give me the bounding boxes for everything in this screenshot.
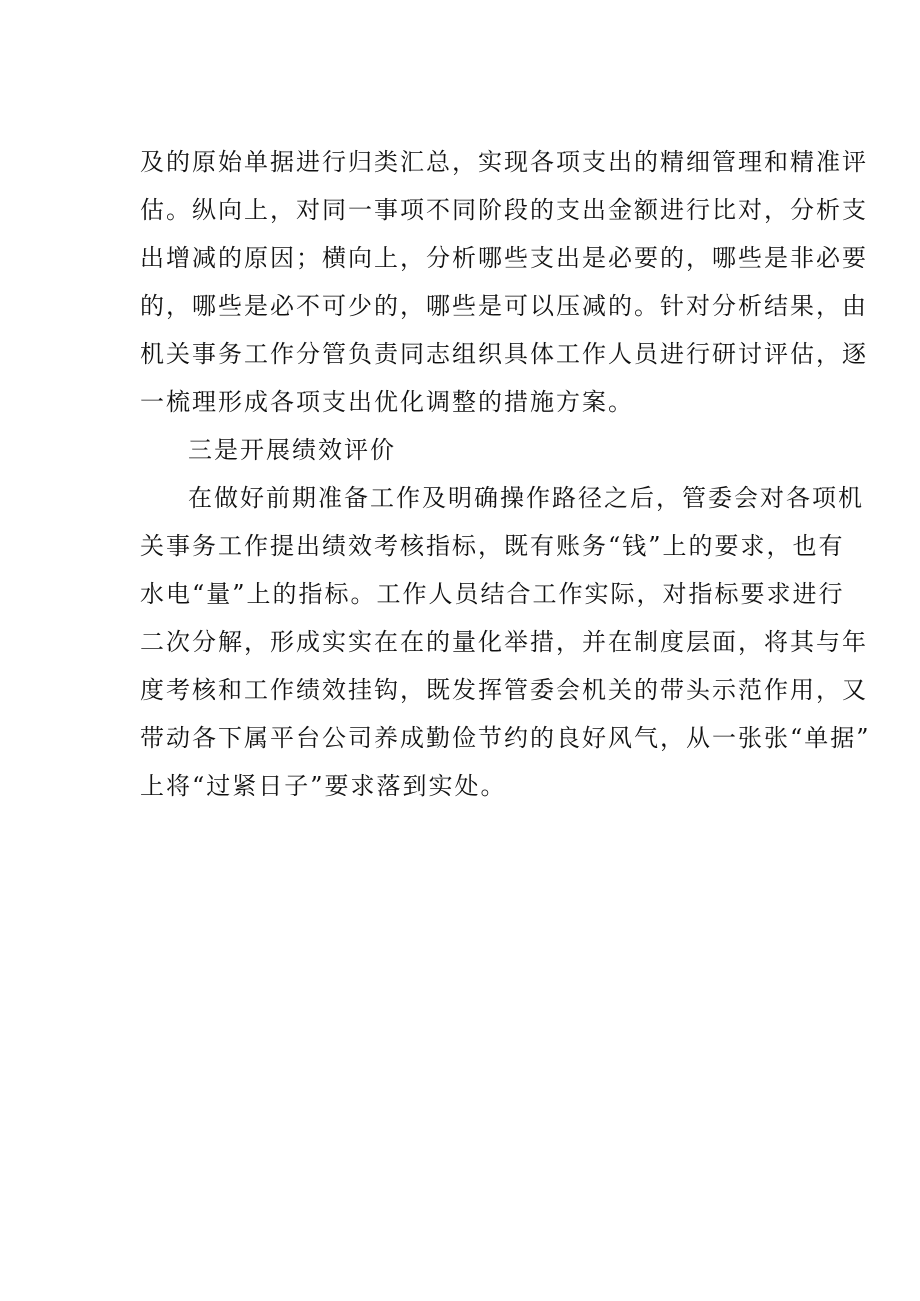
text-line: 的，哪些是必不可少的，哪些是可以压减的。针对分析结果，由: [140, 292, 868, 320]
text-line: 一梳理形成各项支出优化调整的措施方案。: [140, 388, 634, 416]
paragraph-continued: [140, 138, 868, 426]
text-line: 度考核和工作绩效挂钩，既发挥管委会机关的带头示范作用，又: [140, 676, 868, 704]
text-line: 估。纵向上，对同一事项不同阶段的支出金额进行比对，分析支: [140, 196, 868, 224]
text-line: 及的原始单据进行归类汇总，实现各项支出的精细管理和精准评: [140, 148, 868, 176]
text-line: 上将“过紧日子”要求落到实处。: [140, 772, 507, 800]
document-body: [140, 138, 871, 810]
text-line: 出增减的原因；横向上，分析哪些支出是必要的，哪些是非必要: [140, 244, 868, 272]
section-heading: 三是开展绩效评价: [188, 436, 396, 464]
text-line: 二次分解，形成实实在在的量化举措，并在制度层面，将其与年: [140, 628, 868, 656]
text-line: 水电“量”上的指标。工作人员结合工作实际，对指标要求进行: [140, 580, 845, 608]
text-line: 机关事务工作分管负责同志组织具体工作人员进行研讨评估，逐: [140, 340, 868, 368]
text-line: 在做好前期准备工作及明确操作路径之后，管委会对各项机: [188, 484, 864, 512]
paragraph-performance-evaluation: [140, 474, 871, 810]
text-line: 带动各下属平台公司养成勤俭节约的良好风气，从一张张“单据”: [140, 724, 871, 752]
text-line: 关事务工作提出绩效考核指标，既有账务“钱”上的要求，也有: [140, 532, 845, 560]
